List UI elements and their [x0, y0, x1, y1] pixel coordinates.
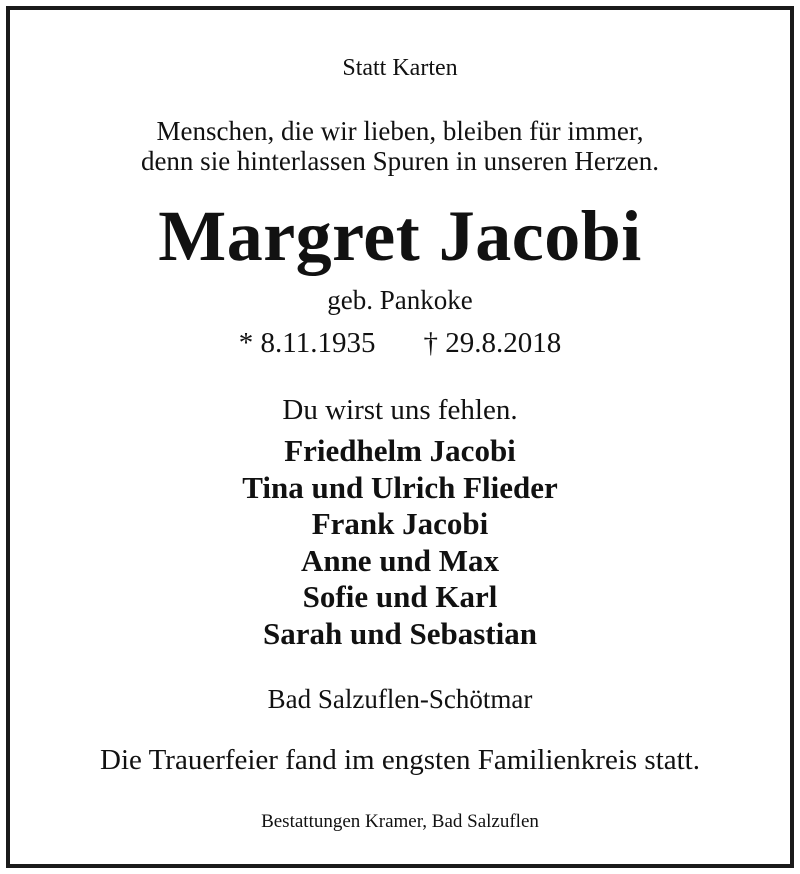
funeral-note: Die Trauerfeier fand im engsten Familienkreis statt. — [100, 744, 700, 776]
obituary-notice — [6, 6, 794, 868]
mourner-name: Anne und Max — [300, 542, 500, 578]
birth-date: * 8.11.1935 — [238, 327, 376, 359]
undertaker-line: Bestattungen Kramer, Bad Salzuflen — [261, 811, 539, 832]
life-dates — [10, 329, 790, 358]
mourner-name: Frank Jacobi — [311, 506, 489, 541]
quote-line-1: Menschen, die wir lieben, bleiben für immer, — [156, 116, 644, 146]
birth-name: geb. Pankoke — [327, 285, 473, 315]
mourner-name: Sarah und Sebastian — [263, 615, 537, 651]
quote-line-2: denn sie hinterlassen Spuren in unseren Herzen. — [140, 146, 660, 176]
mourner-name: Friedhelm Jacobi — [284, 433, 516, 468]
mourners-list — [10, 433, 790, 652]
mourner-name: Tina und Ulrich Flieder — [242, 469, 558, 505]
farewell-line: Du wirst uns fehlen. — [282, 394, 518, 426]
deceased-name: Margret Jacobi — [158, 196, 642, 276]
place-line: Bad Salzuflen-Schötmar — [267, 684, 533, 714]
death-date: † 29.8.2018 — [423, 327, 562, 359]
statt-karten-header: Statt Karten — [342, 55, 458, 81]
mourner-name: Sofie und Karl — [302, 579, 498, 614]
